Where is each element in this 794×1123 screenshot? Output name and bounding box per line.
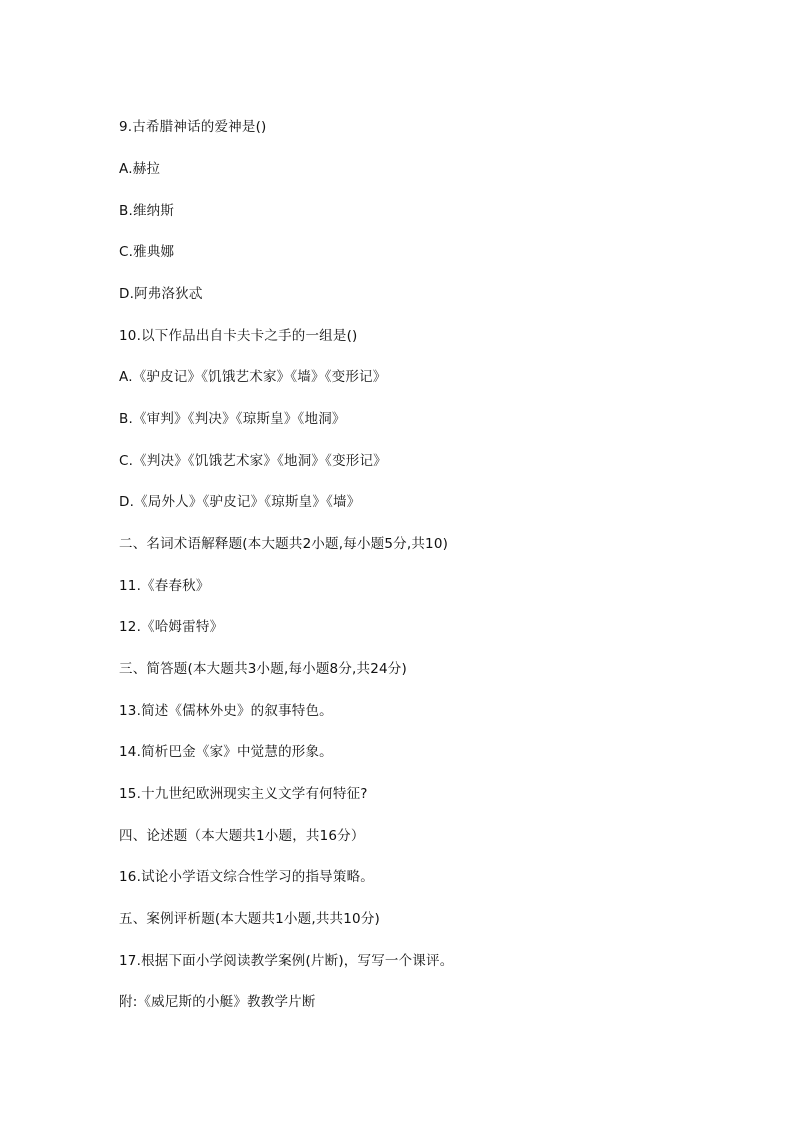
option-10b: B.《审判》《判决》《琼斯皇》《地洞》 — [119, 411, 346, 427]
question-13: 13.简述《儒林外史》的叙事特色。 — [119, 703, 333, 719]
question-11: 11.《春春秋》 — [119, 578, 210, 594]
question-14: 14.简析巴金《家》中觉慧的形象。 — [119, 744, 333, 760]
section-5-heading: 五、案例评析题(本大题共1小题,共共10分) — [119, 911, 380, 927]
option-10c: C.《判决》《饥饿艺术家》《地洞》《变形记》 — [119, 453, 387, 469]
section-4-heading: 四、论述题（本大题共1小题，共16分） — [119, 828, 365, 844]
question-12: 12.《哈姆雷特》 — [119, 619, 224, 635]
question-15: 15.十九世纪欧洲现实主义文学有何特征? — [119, 786, 368, 802]
option-10a: A.《驴皮记》《饥饿艺术家》《墙》《变形记》 — [119, 369, 387, 385]
section-3-heading: 三、简答题(本大题共3小题,每小题8分,共24分) — [119, 661, 407, 677]
option-9c: C.雅典娜 — [119, 244, 175, 260]
section-2-heading: 二、名词术语解释题(本大题共2小题,每小题5分,共10) — [119, 536, 449, 552]
option-9b: B.维纳斯 — [119, 203, 175, 219]
option-9a: A.赫拉 — [119, 161, 161, 177]
question-17: 17.根据下面小学阅读教学案例(片断)，写写一个课评。 — [119, 953, 454, 969]
question-10: 10.以下作品出自卡夫卡之手的一组是() — [119, 328, 358, 344]
option-9d: D.阿弗洛狄忒 — [119, 286, 203, 302]
question-9: 9.古希腊神话的爱神是() — [119, 119, 267, 135]
option-10d: D.《局外人》《驴皮记》《琼斯皇》《墙》 — [119, 494, 361, 510]
appendix-line: 附:《威尼斯的小艇》教教学片断 — [119, 994, 316, 1010]
question-16: 16.试论小学语文综合性学习的指导策略。 — [119, 869, 374, 885]
